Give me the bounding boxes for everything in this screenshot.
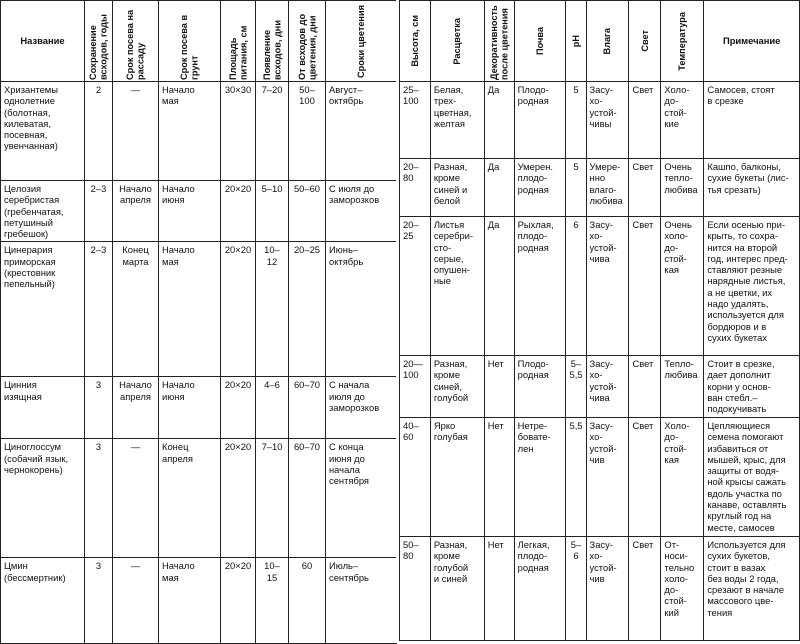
cell: 20×20 bbox=[221, 377, 256, 439]
header-sprouting: Появление всходов, дни bbox=[256, 1, 289, 82]
cell: 3 bbox=[85, 377, 113, 439]
header-light: Свет bbox=[629, 1, 661, 82]
table-row bbox=[1, 558, 397, 644]
cell: Свет bbox=[629, 356, 661, 418]
cell-note: Если осенью при- крыть, то сохра- нится на второй год, интерес пред- ставляют резные нарядные листья, а не цветки, их надо удалять, используется для бордюров и в сухих букетах bbox=[704, 217, 800, 356]
cell: Очень тепло- любива bbox=[661, 159, 704, 217]
cell: Разная, кроме синей, голубой bbox=[430, 356, 484, 418]
cell: Конец апреля bbox=[159, 439, 221, 558]
cell: 20— 100 bbox=[400, 356, 431, 418]
cell-name: Целозия серебристая (гребенчатая, петушиный гребешок) bbox=[1, 181, 85, 242]
cell: Да bbox=[484, 217, 514, 356]
cell-name: Хризантемы однолетние (болотная, килеватая, посевная, увенчанная) bbox=[1, 82, 85, 181]
cell: Умерен. плодо- родная bbox=[514, 159, 566, 217]
cell: Свет bbox=[629, 217, 661, 356]
cell: Начало мая bbox=[159, 82, 221, 181]
header-moisture: Влага bbox=[586, 1, 629, 82]
table-row bbox=[400, 537, 800, 641]
cell: С конца июня до начала сентября bbox=[326, 439, 397, 558]
cell: 5 bbox=[566, 82, 586, 159]
header-to-bloom: От всходов до цветения, дни bbox=[289, 1, 326, 82]
table-right bbox=[399, 0, 800, 641]
cell: 20– 80 bbox=[400, 159, 431, 217]
cell: Начало июня bbox=[159, 377, 221, 439]
cell: 20×20 bbox=[221, 439, 256, 558]
cell: Свет bbox=[629, 418, 661, 537]
cell-note: Самосев, стоят в срезке bbox=[704, 82, 800, 159]
header-soil: Почва bbox=[514, 1, 566, 82]
cell: С июля до заморозков bbox=[326, 181, 397, 242]
cell: 10–15 bbox=[256, 558, 289, 644]
cell: — bbox=[113, 82, 159, 181]
cell: Холо- до- стой- кие bbox=[661, 82, 704, 159]
cell: Начало апреля bbox=[113, 377, 159, 439]
header-name: Название bbox=[1, 1, 85, 82]
cell: Плодо- родная bbox=[514, 356, 566, 418]
cell: 3 bbox=[85, 558, 113, 644]
table-row bbox=[400, 159, 800, 217]
cell-note: Цепляющиеся семена помогают избавиться от мышей, крыс, для защиты от водя- ной крысы сажать вдоль участка по канаве, оставлять круглый год на месте, самосев bbox=[704, 418, 800, 537]
cell: Засу- хо- устой- чива bbox=[586, 217, 629, 356]
header-row-left bbox=[1, 1, 397, 82]
header-height: Высота, см bbox=[400, 1, 431, 82]
cell: Да bbox=[484, 82, 514, 159]
cell: Июнь– октябрь bbox=[326, 242, 397, 377]
cell: 5–6 bbox=[566, 537, 586, 641]
cell: 5–10 bbox=[256, 181, 289, 242]
header-color: Расцветка bbox=[430, 1, 484, 82]
cell: Начало апреля bbox=[113, 181, 159, 242]
cell: 30×30 bbox=[221, 82, 256, 181]
table-row bbox=[1, 439, 397, 558]
cell: Тепло- любива bbox=[661, 356, 704, 418]
cell: Да bbox=[484, 159, 514, 217]
table-row bbox=[1, 82, 397, 181]
cell: 60 bbox=[289, 558, 326, 644]
cell: Начало июня bbox=[159, 181, 221, 242]
cell: Нетре- бовате- лен bbox=[514, 418, 566, 537]
cell: Разная, кроме синей и белой bbox=[430, 159, 484, 217]
cell: Очень холо- до- стой- кая bbox=[661, 217, 704, 356]
cell: Белая, трех- цветная, желтая bbox=[430, 82, 484, 159]
cell: Листья серебри- сто- серые, опушен- ные bbox=[430, 217, 484, 356]
cell: Рыхлая, плодо- родная bbox=[514, 217, 566, 356]
cell: Нет bbox=[484, 356, 514, 418]
cell: 40– 60 bbox=[400, 418, 431, 537]
cell: От- носи- тельно холо- до- стой- кий bbox=[661, 537, 704, 641]
header-seed-keep: Сохранение всходов, годы bbox=[85, 1, 113, 82]
cell: 50–60 bbox=[289, 181, 326, 242]
header-ground-sow: Срок посева в грунт bbox=[159, 1, 221, 82]
cell: Легкая, плодо- родная bbox=[514, 537, 566, 641]
cell: 25– 100 bbox=[400, 82, 431, 159]
cell: — bbox=[113, 439, 159, 558]
cell: 50– 80 bbox=[400, 537, 431, 641]
cell-note: Кашпо, балконы, сухие букеты (лис- тья срезать) bbox=[704, 159, 800, 217]
cell: Начало мая bbox=[159, 558, 221, 644]
cell: Ярко голубая bbox=[430, 418, 484, 537]
header-row-right bbox=[400, 1, 800, 82]
header-temperature: Температура bbox=[661, 1, 704, 82]
cell-name: Цинния изящная bbox=[1, 377, 85, 439]
cell: Нет bbox=[484, 418, 514, 537]
cell: 50– 100 bbox=[289, 82, 326, 181]
cell: 5 bbox=[566, 159, 586, 217]
cell: 2–3 bbox=[85, 242, 113, 377]
cell: — bbox=[113, 558, 159, 644]
table-row bbox=[400, 217, 800, 356]
cell: 20×20 bbox=[221, 558, 256, 644]
header-area: Площадь питания, см bbox=[221, 1, 256, 82]
cell: 20–25 bbox=[289, 242, 326, 377]
cell: Холо- до- стой- кая bbox=[661, 418, 704, 537]
header-decorative: Декоративность после цветения bbox=[484, 1, 514, 82]
cell-name: Цмин (бессмертник) bbox=[1, 558, 85, 644]
cell-note: Используется для сухих букетов, стоит в вазах без воды 2 года, срезают в начале массового цве- тения bbox=[704, 537, 800, 641]
cell: Засу- хо- устой- чив bbox=[586, 537, 629, 641]
cell: 5– 5,5 bbox=[566, 356, 586, 418]
cell-name: Циноглоссум (собачий язык, чернокорень) bbox=[1, 439, 85, 558]
cell: 60–70 bbox=[289, 377, 326, 439]
table-row bbox=[400, 82, 800, 159]
cell: Свет bbox=[629, 82, 661, 159]
cell: Плодо- родная bbox=[514, 82, 566, 159]
cell: 60–70 bbox=[289, 439, 326, 558]
cell: 7–10 bbox=[256, 439, 289, 558]
cell: 2 bbox=[85, 82, 113, 181]
cell: 7–20 bbox=[256, 82, 289, 181]
table-row bbox=[1, 181, 397, 242]
header-seedling-sow: Срок посева на рассаду bbox=[113, 1, 159, 82]
cell: 20×20 bbox=[221, 242, 256, 377]
cell: Нет bbox=[484, 537, 514, 641]
cell-note: Стоит в срезке, дает дополнит корни у основ- ван стебл.– подокучивать bbox=[704, 356, 800, 418]
cell: Умере- нно влаго- любива bbox=[586, 159, 629, 217]
cell: 2–3 bbox=[85, 181, 113, 242]
cell: Свет bbox=[629, 537, 661, 641]
cell: 20×20 bbox=[221, 181, 256, 242]
cell: С начала июля до заморозков bbox=[326, 377, 397, 439]
cell: 5,5 bbox=[566, 418, 586, 537]
header-ph: pH bbox=[566, 1, 586, 82]
cell: Засу- хо- устой- чивы bbox=[586, 82, 629, 159]
cell: Начало мая bbox=[159, 242, 221, 377]
table-row bbox=[1, 242, 397, 377]
cell: Разная, кроме голубой и синей bbox=[430, 537, 484, 641]
cell: 3 bbox=[85, 439, 113, 558]
header-bloom-period: Сроки цветения bbox=[326, 1, 397, 82]
cell: Засу- хо- устой- чива bbox=[586, 356, 629, 418]
table-row bbox=[400, 356, 800, 418]
table-row bbox=[1, 377, 397, 439]
table-left bbox=[0, 0, 397, 644]
header-note: Примечание bbox=[704, 1, 800, 82]
cell: 6 bbox=[566, 217, 586, 356]
cell: 4–6 bbox=[256, 377, 289, 439]
cell: Июль– сентябрь bbox=[326, 558, 397, 644]
cell: Конец марта bbox=[113, 242, 159, 377]
cell: Засу- хо- устой- чив bbox=[586, 418, 629, 537]
cell-name: Цинерария приморская (крестовник пепельный) bbox=[1, 242, 85, 377]
cell: Свет bbox=[629, 159, 661, 217]
table-row bbox=[400, 418, 800, 537]
cell: Август– октябрь bbox=[326, 82, 397, 181]
cell: 10–12 bbox=[256, 242, 289, 377]
cell: 20– 25 bbox=[400, 217, 431, 356]
